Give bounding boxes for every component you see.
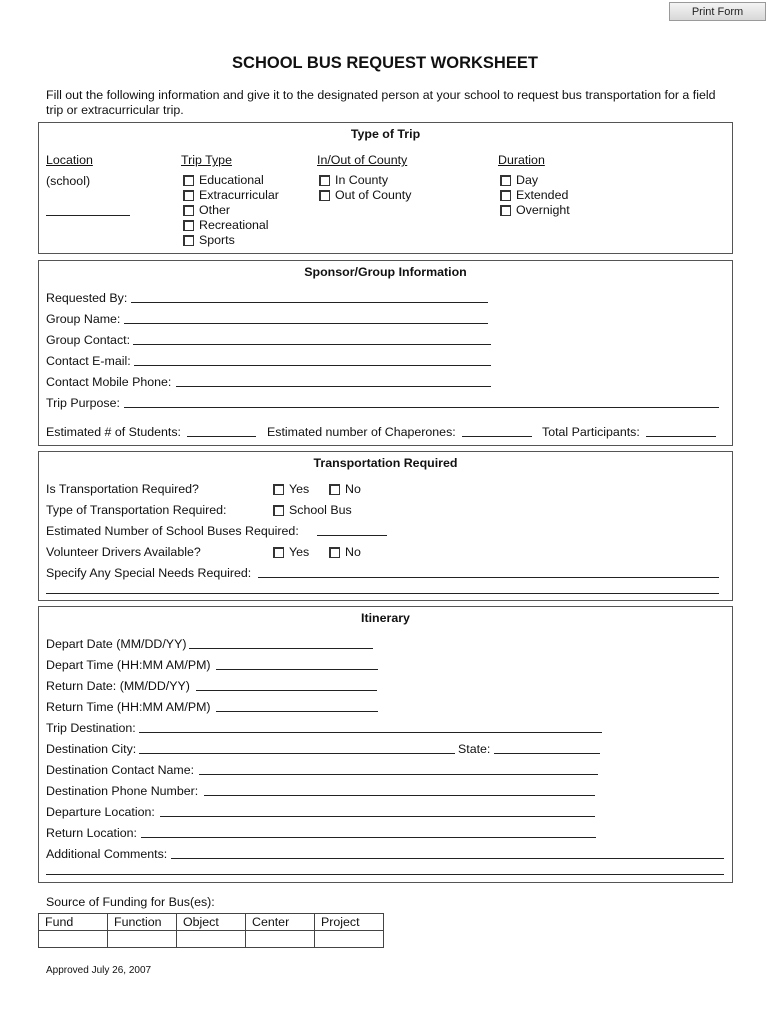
in-county-label: In County — [335, 173, 389, 187]
destination-contact-input[interactable] — [199, 774, 598, 775]
est-chaperones-label: Estimated number of Chaperones: — [267, 425, 456, 439]
return-date-input[interactable] — [196, 690, 377, 691]
day-checkbox[interactable] — [500, 175, 511, 186]
volunteer-label: Volunteer Drivers Available? — [46, 545, 201, 559]
total-participants-input[interactable] — [646, 436, 716, 437]
location-value: (school) — [46, 174, 91, 188]
in-county-checkbox[interactable] — [319, 175, 330, 186]
volunteer-yes-checkbox[interactable] — [273, 547, 284, 558]
contact-phone-label: Contact Mobile Phone: — [46, 375, 172, 389]
contact-email-label: Contact E-mail: — [46, 354, 131, 368]
transport-type-label: Type of Transportation Required: — [46, 503, 227, 517]
type-of-trip-heading: Type of Trip — [350, 127, 421, 141]
function-input[interactable] — [108, 931, 177, 948]
volunteer-no-checkbox[interactable] — [329, 547, 340, 558]
group-contact-label: Group Contact: — [46, 333, 131, 347]
return-date-label: Return Date: (MM/DD/YY) — [46, 679, 190, 693]
project-header: Project — [315, 914, 384, 931]
requested-by-label: Requested By: — [46, 291, 128, 305]
location-input[interactable] — [46, 215, 130, 216]
extended-label: Extended — [516, 188, 569, 202]
state-label: State: — [458, 742, 491, 756]
sports-label: Sports — [199, 233, 235, 247]
extracurricular-label: Extracurricular — [199, 188, 279, 202]
fund-header: Fund — [39, 914, 108, 931]
depart-time-label: Depart Time (HH:MM AM/PM) — [46, 658, 211, 672]
contact-phone-input[interactable] — [176, 386, 491, 387]
transport-required-label: Is Transportation Required? — [46, 482, 199, 496]
destination-city-label: Destination City: — [46, 742, 137, 756]
depart-date-label: Depart Date (MM/DD/YY) — [46, 637, 187, 651]
out-of-county-label: Out of County — [335, 188, 412, 202]
educational-label: Educational — [199, 173, 264, 187]
sponsor-heading: Sponsor/Group Information — [304, 265, 467, 279]
volunteer-yes-label: Yes — [289, 545, 310, 559]
print-form-button[interactable]: Print Form — [669, 2, 766, 21]
other-checkbox[interactable] — [183, 205, 194, 216]
est-students-input[interactable] — [187, 436, 256, 437]
departure-location-input[interactable] — [160, 816, 595, 817]
num-buses-input[interactable] — [317, 535, 387, 536]
return-location-input[interactable] — [141, 837, 596, 838]
school-bus-checkbox[interactable] — [273, 505, 284, 516]
special-needs-label: Specify Any Special Needs Required: — [46, 566, 252, 580]
object-input[interactable] — [177, 931, 246, 948]
funding-header-row — [39, 914, 384, 931]
destination-phone-input[interactable] — [204, 795, 595, 796]
funding-label: Source of Funding for Bus(es): — [46, 895, 215, 909]
additional-comments-input[interactable] — [171, 858, 724, 859]
object-header: Object — [177, 914, 246, 931]
return-time-label: Return Time (HH:MM AM/PM) — [46, 700, 211, 714]
approval-footer: Approved July 26, 2007 — [46, 965, 152, 976]
fund-input[interactable] — [39, 931, 108, 948]
transport-yes-label: Yes — [289, 482, 310, 496]
total-participants-label: Total Participants: — [542, 425, 640, 439]
destination-city-input[interactable] — [139, 753, 455, 754]
trip-purpose-input[interactable] — [124, 407, 719, 408]
educational-checkbox[interactable] — [183, 175, 194, 186]
other-label: Other — [199, 203, 230, 217]
out-of-county-checkbox[interactable] — [319, 190, 330, 201]
location-label: Location — [46, 153, 93, 167]
funding-input-row — [39, 931, 384, 948]
transport-no-checkbox[interactable] — [329, 484, 340, 495]
page-title: SCHOOL BUS REQUEST WORKSHEET — [232, 54, 538, 72]
group-contact-input[interactable] — [133, 344, 491, 345]
est-students-label: Estimated # of Students: — [46, 425, 181, 439]
school-bus-label: School Bus — [289, 503, 352, 517]
itinerary-heading: Itinerary — [361, 611, 410, 625]
funding-table — [38, 913, 384, 948]
intro-text: Fill out the following information and give it to the designated person at your school to request bus transportation for a field trip or extracurricular trip. — [46, 88, 716, 117]
depart-date-input[interactable] — [189, 648, 373, 649]
center-header: Center — [246, 914, 315, 931]
trip-type-label: Trip Type — [181, 153, 232, 167]
departure-location-label: Departure Location: — [46, 805, 155, 819]
trip-destination-label: Trip Destination: — [46, 721, 136, 735]
return-time-input[interactable] — [216, 711, 378, 712]
extracurricular-checkbox[interactable] — [183, 190, 194, 201]
recreational-checkbox[interactable] — [183, 220, 194, 231]
special-needs-input[interactable] — [258, 577, 719, 578]
num-buses-label: Estimated Number of School Buses Required: — [46, 524, 299, 538]
extended-checkbox[interactable] — [500, 190, 511, 201]
project-input[interactable] — [315, 931, 384, 948]
function-header: Function — [108, 914, 177, 931]
destination-contact-label: Destination Contact Name: — [46, 763, 195, 777]
overnight-checkbox[interactable] — [500, 205, 511, 216]
additional-comments-input-line2[interactable] — [46, 874, 724, 875]
transport-yes-checkbox[interactable] — [273, 484, 284, 495]
depart-time-input[interactable] — [216, 669, 378, 670]
special-needs-input-line2[interactable] — [46, 593, 719, 594]
sponsor-section — [38, 260, 733, 446]
transport-no-label: No — [345, 482, 361, 496]
state-input[interactable] — [494, 753, 600, 754]
group-name-label: Group Name: — [46, 312, 121, 326]
volunteer-no-label: No — [345, 545, 361, 559]
sports-checkbox[interactable] — [183, 235, 194, 246]
est-chaperones-input[interactable] — [462, 436, 532, 437]
transport-heading: Transportation Required — [313, 456, 458, 470]
additional-comments-label: Additional Comments: — [46, 847, 168, 861]
center-input[interactable] — [246, 931, 315, 948]
trip-destination-input[interactable] — [139, 732, 602, 733]
county-label: In/Out of County — [317, 153, 408, 167]
recreational-label: Recreational — [199, 218, 269, 232]
contact-email-input[interactable] — [134, 365, 491, 366]
group-name-input[interactable] — [124, 323, 488, 324]
duration-label: Duration — [498, 153, 545, 167]
destination-phone-label: Destination Phone Number: — [46, 784, 199, 798]
day-label: Day — [516, 173, 539, 187]
overnight-label: Overnight — [516, 203, 570, 217]
return-location-label: Return Location: — [46, 826, 137, 840]
trip-purpose-label: Trip Purpose: — [46, 396, 120, 410]
requested-by-input[interactable] — [131, 302, 488, 303]
